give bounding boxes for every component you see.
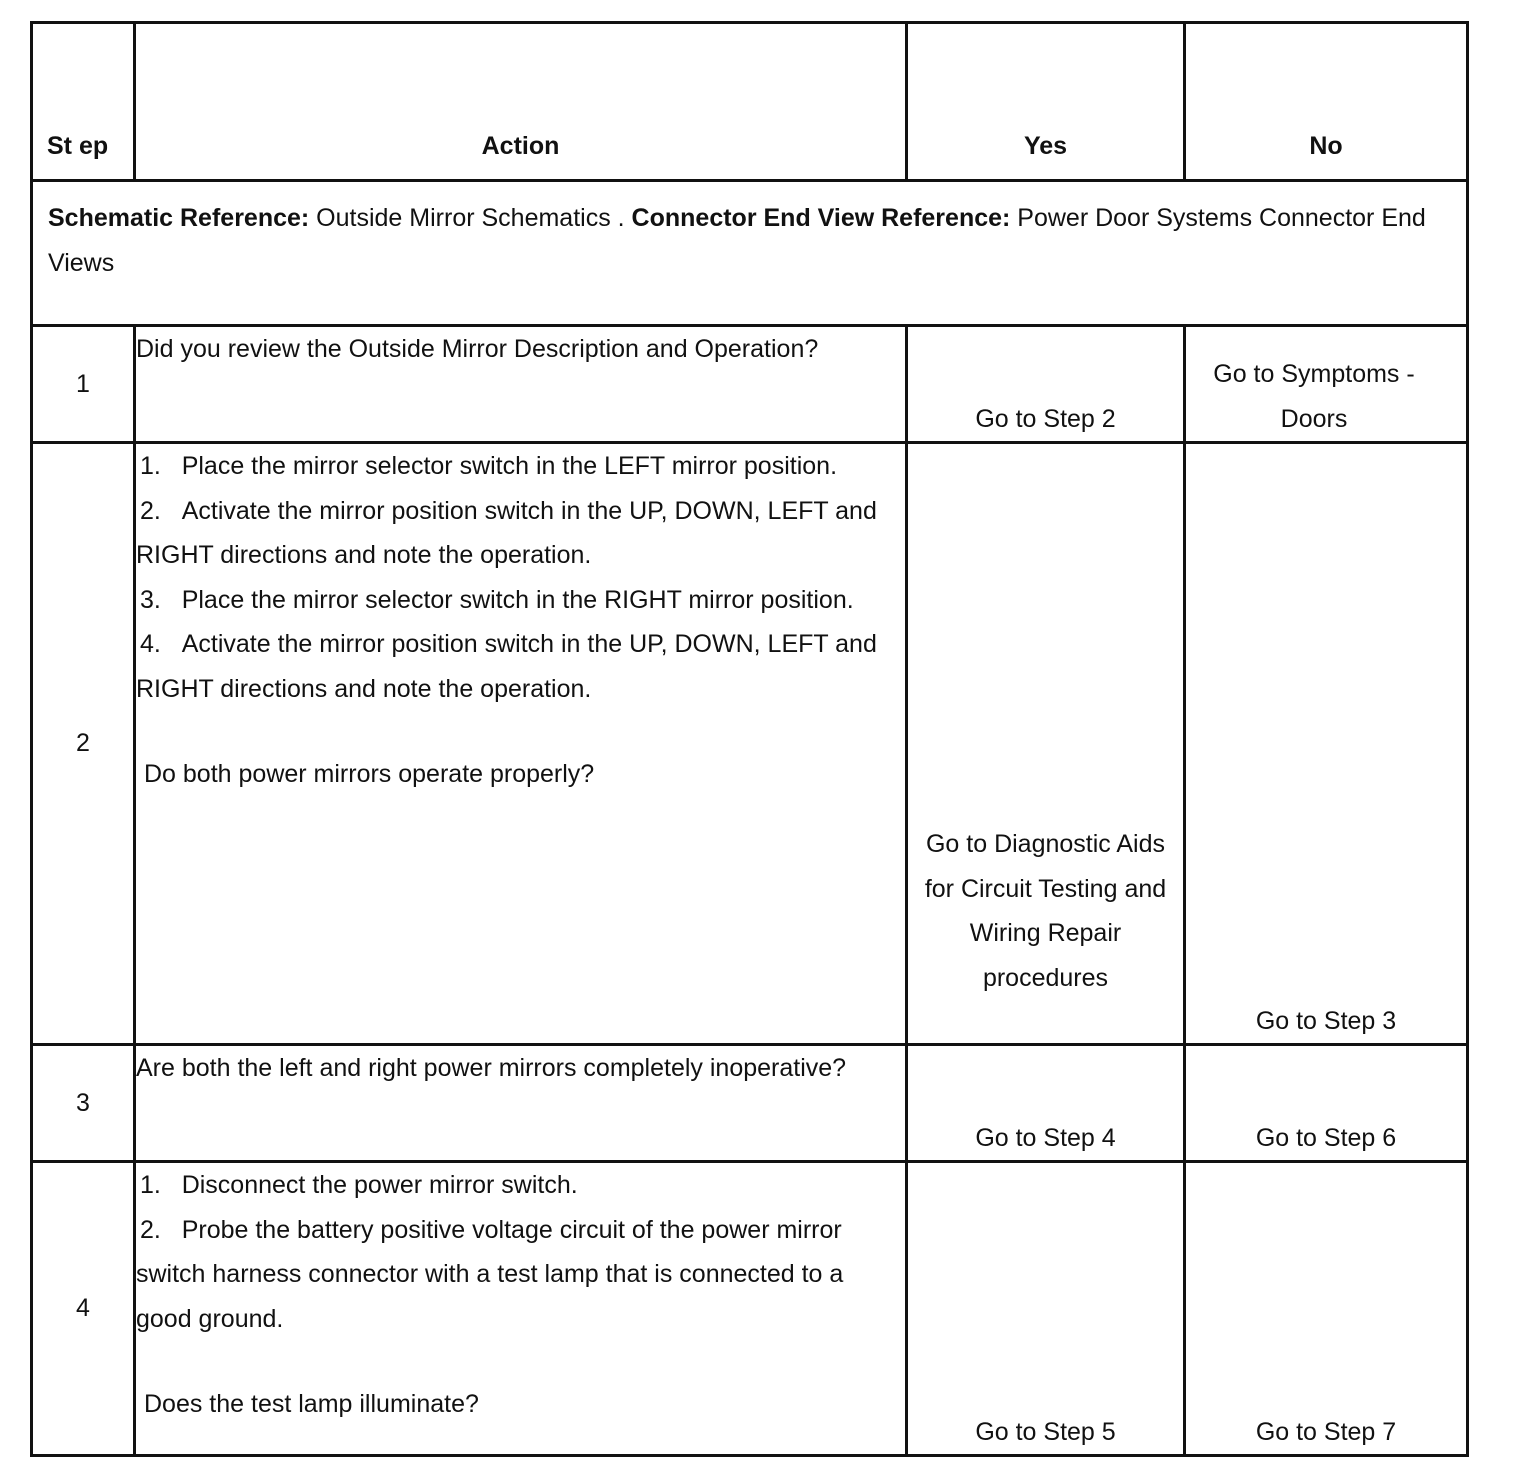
header-action: Action bbox=[135, 23, 907, 181]
action-step: Activate the mirror position switch in the UP, DOWN, LEFT and RIGHT directions and note the operation. bbox=[136, 496, 877, 569]
action-step: Disconnect the power mirror switch. bbox=[181, 1171, 578, 1199]
step-number: 4 bbox=[32, 1162, 135, 1456]
diagnostic-table bbox=[30, 21, 1469, 1457]
header-step: St ep bbox=[32, 23, 135, 181]
action-cell bbox=[135, 1162, 907, 1456]
step-number: 3 bbox=[32, 1045, 135, 1162]
no-result: Go to Step 6 bbox=[1185, 1045, 1468, 1162]
schematic-reference-value: Outside Mirror Schematics . bbox=[309, 204, 632, 232]
action-step: Place the mirror selector switch in the LEFT mirror position. bbox=[181, 452, 838, 480]
action-question: Do both power mirrors operate properly? bbox=[144, 760, 595, 788]
action-step: Activate the mirror position switch in the UP, DOWN, LEFT and RIGHT directions and note the operation. bbox=[136, 630, 877, 703]
header-no: No bbox=[1185, 23, 1468, 181]
yes-result: Go to Step 2 bbox=[907, 326, 1185, 443]
step-number: 2 bbox=[32, 443, 135, 1045]
action-question: Does the test lamp illuminate? bbox=[144, 1390, 479, 1418]
reference-cell bbox=[32, 181, 1468, 326]
action-step: Place the mirror selector switch in the RIGHT mirror position. bbox=[181, 585, 854, 614]
table-row bbox=[32, 1162, 1468, 1456]
no-result: Go to Symptoms - Doors bbox=[1185, 326, 1468, 443]
header-row bbox=[32, 23, 1468, 181]
action-text: Are both the left and right power mirrors completely inoperative? bbox=[135, 1045, 907, 1162]
reference-row bbox=[32, 181, 1468, 326]
connector-reference-value: Power Door Systems Connector End Views bbox=[48, 204, 1426, 277]
schematic-reference-label: Schematic Reference: bbox=[48, 204, 310, 232]
action-text: Did you review the Outside Mirror Description and Operation? bbox=[135, 326, 907, 443]
no-result: Go to Step 7 bbox=[1185, 1162, 1468, 1456]
action-step: Probe the battery positive voltage circuit of the power mirror switch harness connector with a test lamp that is connected to a good ground. bbox=[136, 1215, 844, 1333]
yes-result: Go to Step 4 bbox=[907, 1045, 1185, 1162]
table-row bbox=[32, 443, 1468, 1045]
action-cell bbox=[135, 443, 907, 1045]
step-number: 1 bbox=[32, 326, 135, 443]
table-row bbox=[32, 1045, 1468, 1162]
header-yes: Yes bbox=[907, 23, 1185, 181]
no-result: Go to Step 3 bbox=[1185, 443, 1468, 1045]
action-steps bbox=[136, 444, 905, 711]
yes-result: Go to Step 5 bbox=[907, 1162, 1185, 1456]
action-steps bbox=[136, 1163, 905, 1341]
table-row bbox=[32, 326, 1468, 443]
connector-reference-label: Connector End View Reference: bbox=[631, 204, 1011, 232]
yes-result: Go to Diagnostic Aids for Circuit Testing and Wiring Repair procedures bbox=[907, 443, 1185, 1045]
